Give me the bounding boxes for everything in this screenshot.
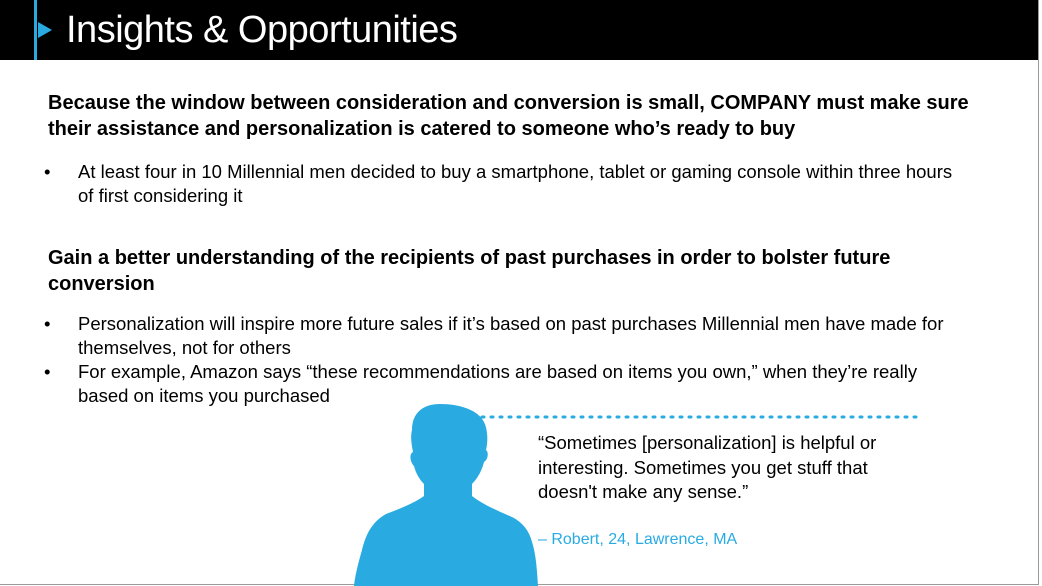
bullet-item [0, 360, 960, 408]
bullet-text: Personalization will inspire more future sales if it’s based on past purchases Millennial men have made for themselves, not for others [78, 313, 944, 358]
bullet-list [0, 312, 960, 408]
title-accent-line [34, 0, 37, 60]
quote-connector-line [480, 414, 920, 420]
bullet-text: For example, Amazon says “these recommendations are based on items you own,” when they’re really based on items you purchased [78, 361, 918, 406]
bullet-list [0, 160, 960, 208]
bullet-dot: • [44, 313, 51, 334]
bullet-text: At least four in 10 Millennial men decided to buy a smartphone, tablet or gaming console within three hours of first considering it [78, 161, 953, 206]
quote-attribution: – Robert, 24, Lawrence, MA [538, 531, 738, 548]
bullet-dot: • [44, 361, 51, 382]
person-silhouette-icon [354, 404, 540, 586]
section-heading: Gain a better understanding of the recipients of past purchases in order to bolster future conversion [48, 247, 891, 295]
title-bar [0, 0, 1038, 60]
bullet-item [0, 160, 960, 208]
bullet-item [0, 312, 960, 360]
play-arrow-icon [38, 22, 52, 38]
slide-title: Insights & Opportunities [66, 9, 458, 51]
quote-text: “Sometimes [personalization] is helpful or interesting. Sometimes you get stuff that doesn't make any sense.” [538, 432, 877, 502]
bullet-dot: • [44, 161, 51, 182]
section-heading: Because the window between consideration and conversion is small, COMPANY must make sure their assistance and personalization is catered to someone who’s ready to buy [48, 92, 969, 140]
